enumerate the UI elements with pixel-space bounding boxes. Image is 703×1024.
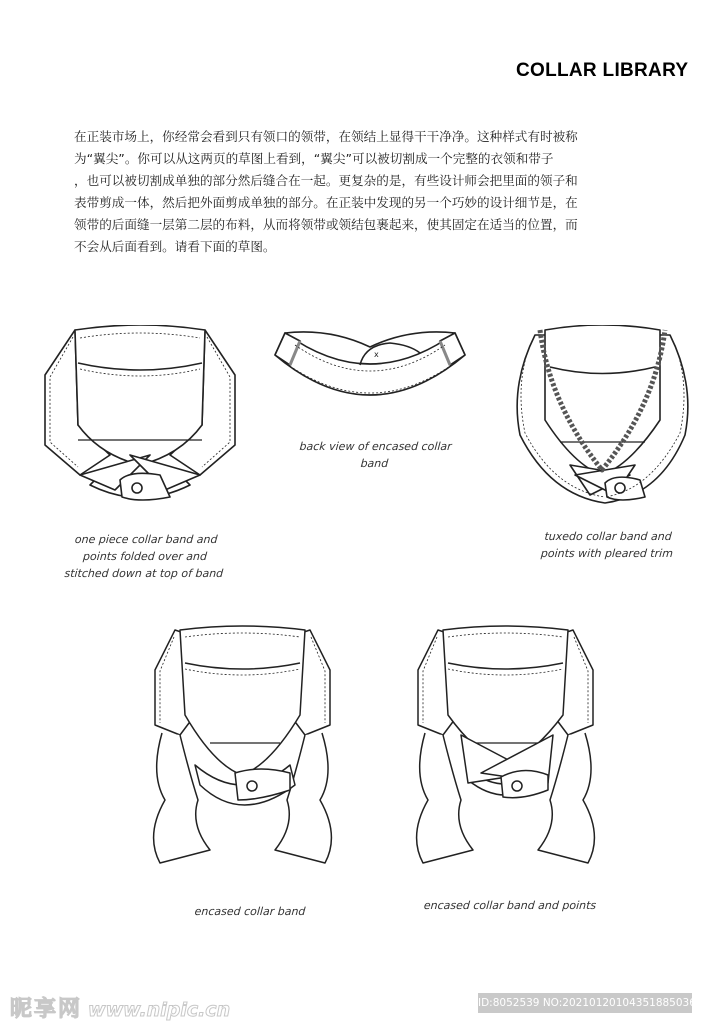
collar-sketch-encased-band: [150, 625, 335, 875]
intro-paragraph: [74, 126, 664, 258]
collar-sketch-back-view: [270, 325, 470, 415]
collar-sketch-encased-band-points: [413, 625, 598, 875]
caption-back-view: back view of encased collar band: [299, 440, 453, 470]
watermark-url: www.nipic.cn: [88, 999, 231, 1021]
page-title: COLLAR LIBRARY: [516, 60, 689, 81]
paragraph-line: 不会从后面看到。请看下面的草图。: [74, 239, 276, 254]
paragraph-line: 在正装市场上，你经常会看到只有领口的领带，在领结上显得干干净净。这种样式有时被称: [74, 129, 578, 144]
image-id-bar: ID:8052539 NO:20210120104351885036: [478, 993, 692, 1013]
caption-encased-band: encased collar band: [194, 905, 306, 918]
paragraph-line: 为“翼尖”。你可以从这两页的草图上看到，“翼尖”可以被切割成一个完整的衣领和带子: [74, 151, 554, 166]
caption-encased-band-points: encased collar band and points: [423, 899, 597, 912]
paragraph-line: ，也可以被切割成单独的部分然后缝合在一起。更复杂的是，有些设计师会把里面的领子和: [74, 173, 578, 188]
svg-text:x: x: [374, 350, 379, 359]
caption-tuxedo: tuxedo collar band and points with pleared trim: [540, 530, 674, 560]
collar-sketch-one-piece: [40, 325, 240, 505]
paragraph-line: 表带剪成一体，然后把外面剪成单独的部分。在正装中发现的另一个巧妙的设计细节是，在: [74, 195, 578, 210]
paragraph-line: 领带的后面缝一层第二层的布料，从而将领带或领结包裹起来，使其固定在适当的位置，而: [74, 217, 578, 232]
watermark-logo: 昵享网 www.nipic.cn: [10, 997, 231, 1022]
caption-one-piece: one piece collar band and points folded over and stitched down at top of band: [63, 533, 224, 580]
collar-sketch-tuxedo: [510, 325, 695, 505]
